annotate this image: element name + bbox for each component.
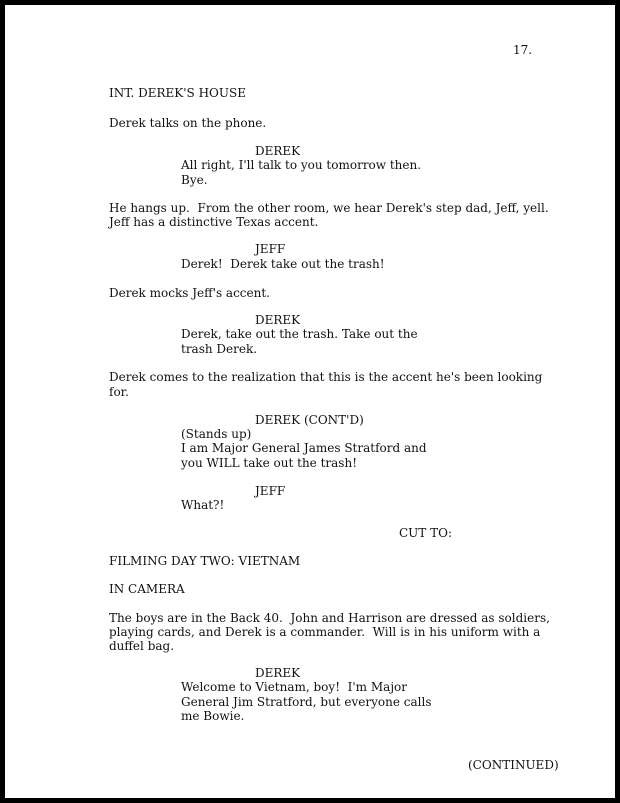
character-name: DEREK xyxy=(255,144,301,158)
action-line: Jeff has a distinctive Texas accent. xyxy=(109,215,319,229)
action-line: duffel bag. xyxy=(109,639,175,653)
dialogue-line: What?! xyxy=(181,498,225,512)
scene-heading: INT. DEREK'S HOUSE xyxy=(109,86,246,100)
action-line: Derek comes to the realization that this is the accent he's been looking xyxy=(109,370,543,384)
dialogue-line: Bye. xyxy=(181,173,208,187)
action-line: Derek mocks Jeff's accent. xyxy=(109,286,270,300)
dialogue-line: Derek, take out the trash. Take out the xyxy=(181,327,418,341)
dialogue-line: General Jim Stratford, but everyone calls xyxy=(181,695,432,709)
scene-heading: FILMING DAY TWO: VIETNAM xyxy=(109,554,301,568)
action-line: He hangs up. From the other room, we hear Derek's step dad, Jeff, yell. xyxy=(109,201,549,215)
character-name: DEREK xyxy=(255,313,301,327)
dialogue-line: me Bowie. xyxy=(181,709,245,723)
transition: CUT TO: xyxy=(399,526,452,540)
character-name: DEREK xyxy=(255,666,301,680)
character-name: JEFF xyxy=(255,484,286,498)
page-number: 17. xyxy=(513,43,533,57)
dialogue-line: you WILL take out the trash! xyxy=(181,456,358,470)
dialogue-line: Derek! Derek take out the trash! xyxy=(181,257,385,271)
action-line: Derek talks on the phone. xyxy=(109,116,267,130)
character-name: JEFF xyxy=(255,242,286,256)
scene-heading: IN CAMERA xyxy=(109,582,185,596)
character-name: DEREK (CONT'D) xyxy=(255,413,364,427)
action-line: playing cards, and Derek is a commander. Will is in his uniform with a xyxy=(109,625,541,639)
action-line: The boys are in the Back 40. John and Harrison are dressed as soldiers, xyxy=(109,611,550,625)
dialogue-line: trash Derek. xyxy=(181,342,258,356)
dialogue-line: I am Major General James Stratford and xyxy=(181,441,427,455)
dialogue-line: Welcome to Vietnam, boy! I'm Major xyxy=(181,680,407,694)
continued-marker: (CONTINUED) xyxy=(468,758,559,772)
parenthetical: (Stands up) xyxy=(181,427,252,441)
dialogue-line: All right, I'll talk to you tomorrow then. xyxy=(181,158,422,172)
action-line: for. xyxy=(109,385,129,399)
